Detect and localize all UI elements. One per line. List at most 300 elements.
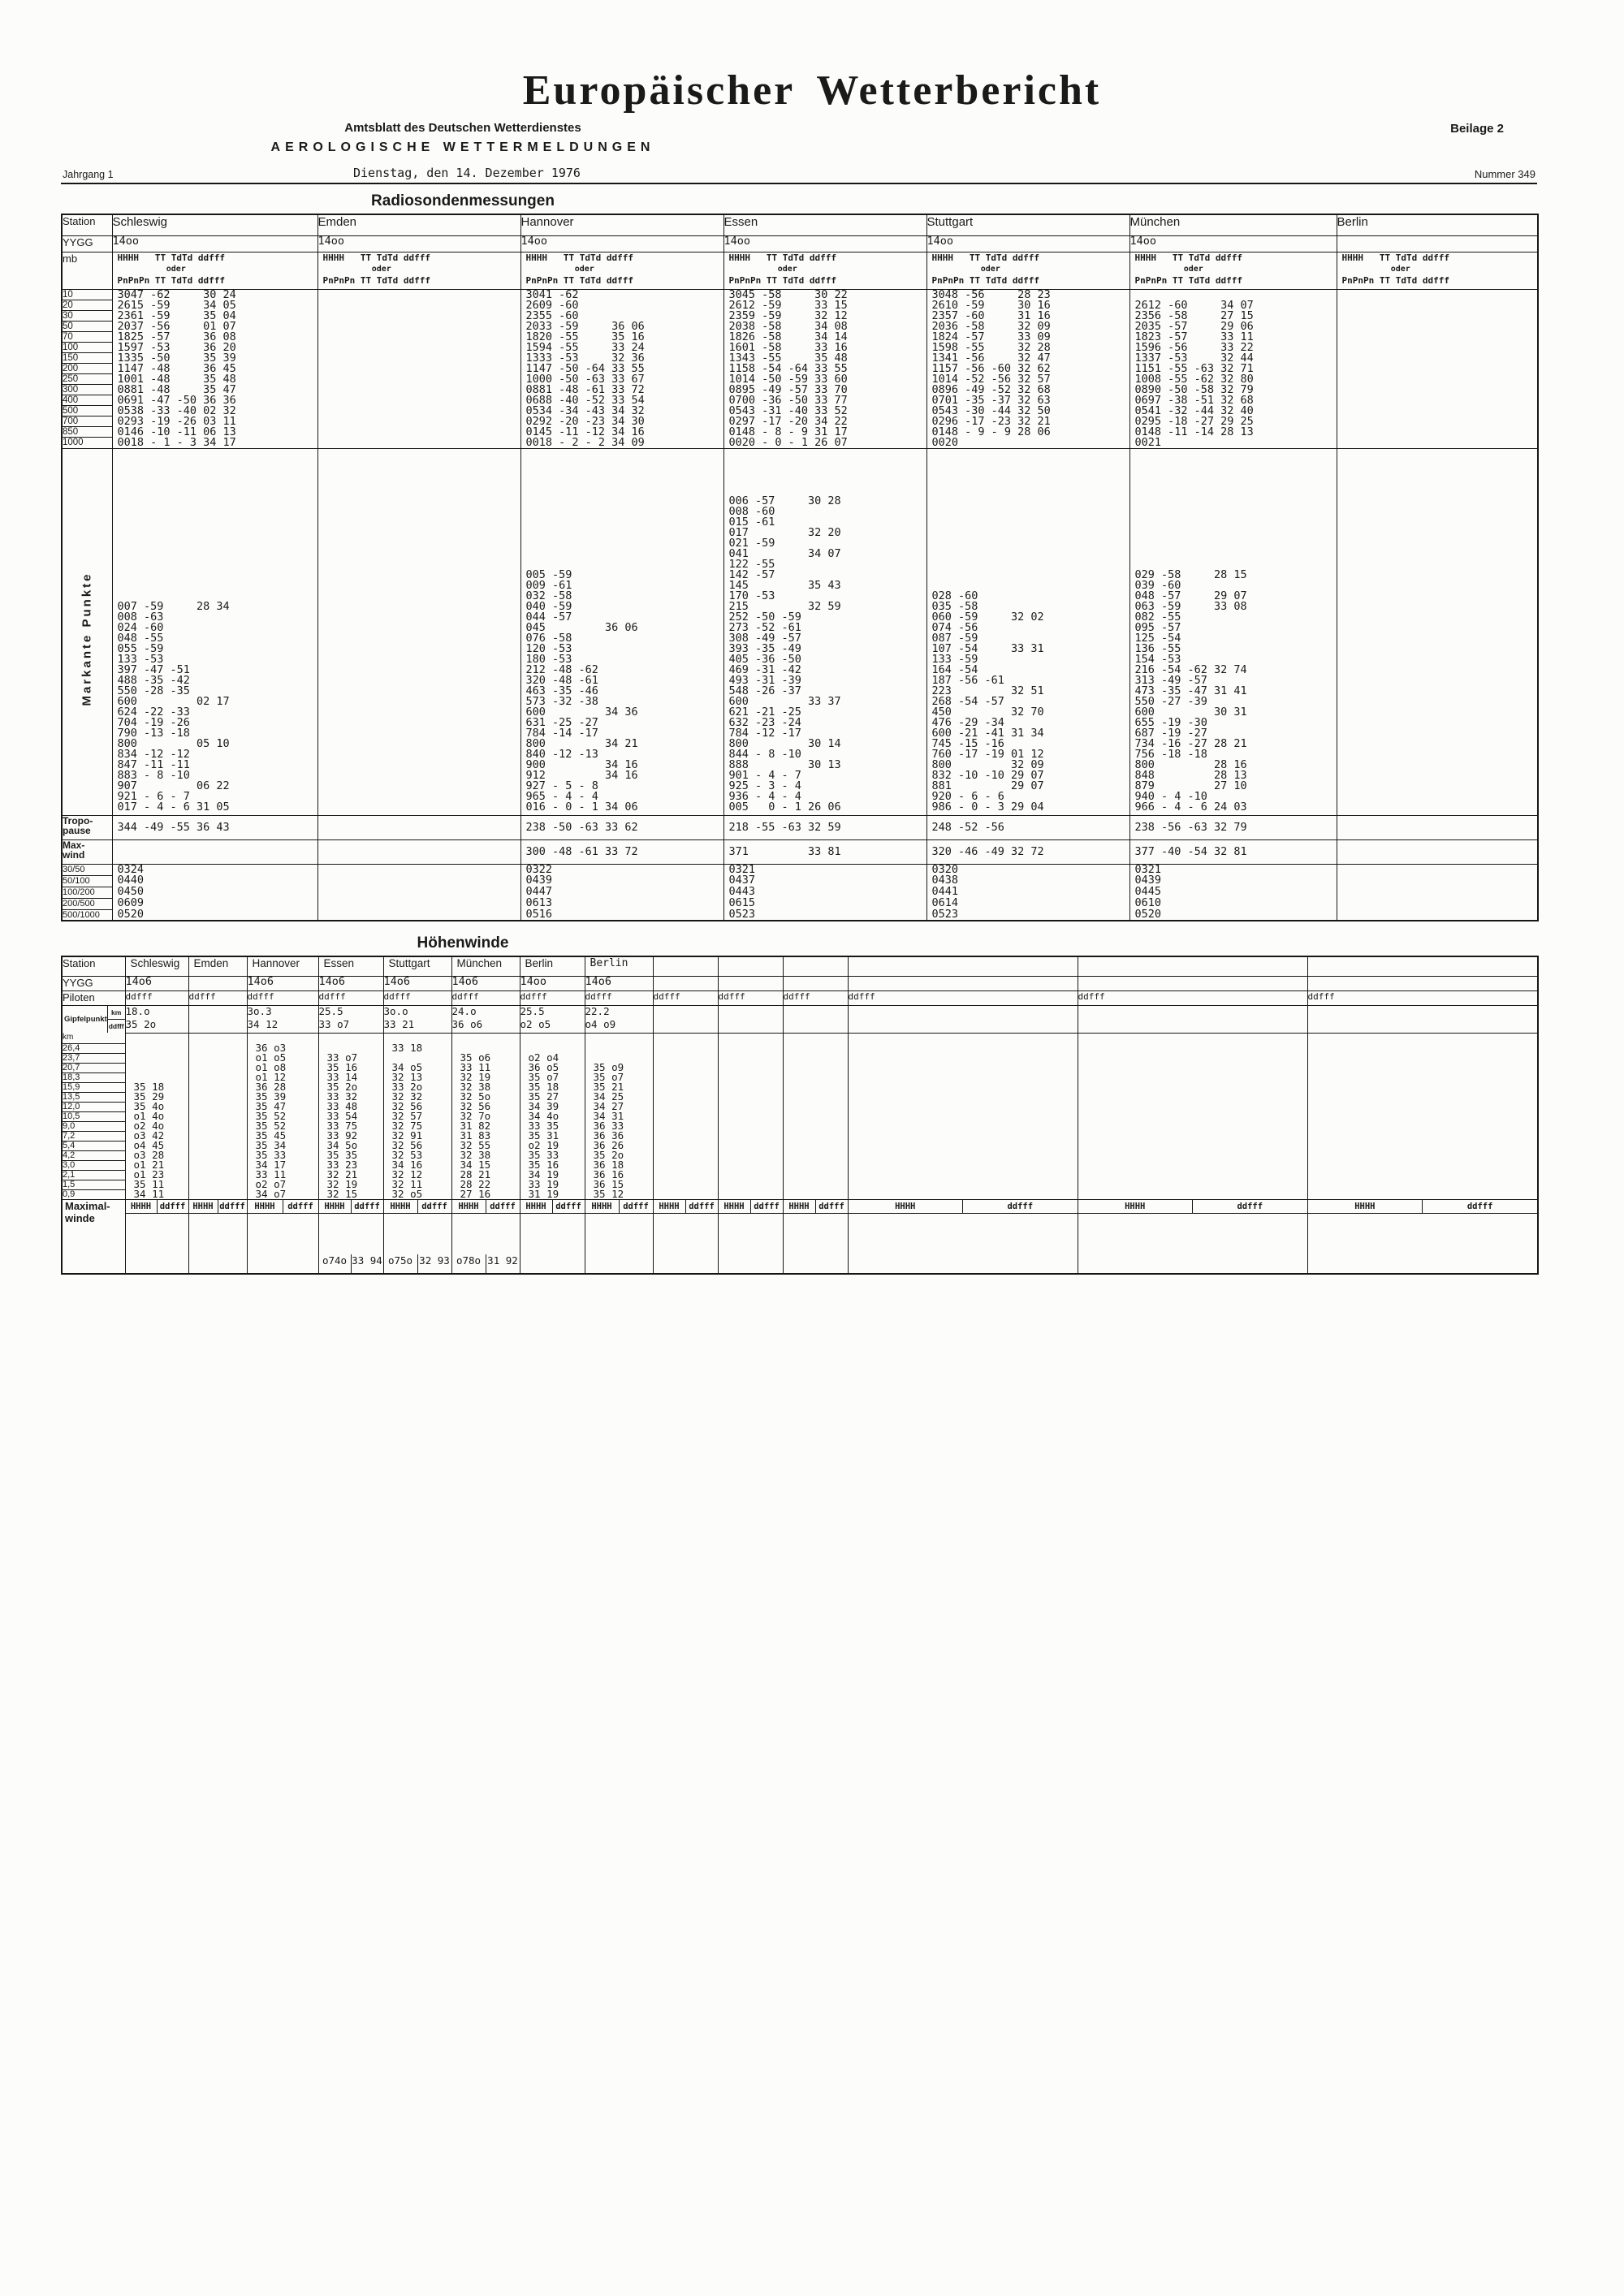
- km-row: [62, 1063, 1538, 1072]
- header-line-oder: oder: [931, 264, 1000, 274]
- wind-cell: [783, 1131, 848, 1141]
- shear-cell: 0440: [112, 875, 317, 887]
- markante-line: 393 -35 -49: [728, 641, 801, 655]
- markante-line: 883 - 8 -10: [117, 768, 190, 782]
- gipfel-km-value: [718, 1005, 783, 1019]
- wind-cell: [653, 1131, 718, 1141]
- sounding-cell: 0296 -17 -23 32 21: [926, 416, 1129, 427]
- pressure-row: [62, 289, 1538, 300]
- maximal-ddfff-label: ddfff: [417, 1200, 451, 1213]
- sounding-cell: 0697 -38 -51 32 68: [1129, 395, 1337, 406]
- markante-line: 082 -55: [1134, 610, 1181, 624]
- markante-line: 888 30 13: [728, 757, 841, 771]
- maxwind-cell: 300 -48 -61 33 72: [520, 839, 723, 864]
- hw-yygg-value: 14o6: [125, 976, 188, 990]
- maximal-ddfff-label: ddfff: [552, 1200, 585, 1213]
- column-header: [1129, 252, 1337, 289]
- subtitle-block: [57, 121, 869, 155]
- wind-cell: [653, 1053, 718, 1063]
- piloten-header: ddfff: [247, 990, 318, 1005]
- wind-cell: [718, 1131, 783, 1141]
- markante-line: 008 -63: [117, 610, 164, 624]
- header-line-2: PnPnPn TT TdTd ddfff: [322, 274, 430, 286]
- markante-line: 800 30 14: [728, 736, 841, 750]
- maximal-hhhh-label: HHHH: [659, 1202, 680, 1211]
- markante-line: 009 -61: [525, 578, 572, 592]
- wind-cell: [718, 1092, 783, 1102]
- piloten-header: ddfff: [1307, 990, 1538, 1005]
- sounding-cell: 1014 -50 -59 33 60: [723, 374, 926, 385]
- gipfel-ddfff-value: o2 o5: [520, 1019, 585, 1033]
- pressure-row: [62, 427, 1538, 438]
- sounding-cell: [1337, 374, 1538, 385]
- maximal-hhhh-label: HHHH: [788, 1202, 810, 1211]
- maximal-value-cell: [247, 1214, 318, 1274]
- km-row: [62, 1180, 1538, 1189]
- pressure-level: 300: [62, 385, 112, 395]
- sounding-cell: 1594 -55 33 24: [520, 343, 723, 353]
- header-line-1: HHHH TT TdTd ddfff: [525, 252, 633, 263]
- wind-cell: 32 55: [451, 1141, 520, 1150]
- wind-cell: 36 15: [585, 1180, 653, 1189]
- maximal-header-pair: [1308, 1200, 1538, 1213]
- markante-line: 760 -17 -19 01 12: [931, 747, 1044, 761]
- sounding-cell: [317, 300, 520, 311]
- wind-cell: [1078, 1180, 1307, 1189]
- wind-cell: [653, 1121, 718, 1131]
- maxwind-cell: [317, 839, 520, 864]
- sounding-cell: 0541 -32 -44 32 40: [1129, 406, 1337, 416]
- km-row: [62, 1092, 1538, 1102]
- km-level: 3,0: [62, 1160, 125, 1170]
- header-line-2: PnPnPn TT TdTd ddfff: [117, 274, 225, 286]
- hw-yygg-value: [1078, 976, 1307, 990]
- km-header-spacer: [451, 1033, 520, 1043]
- km-row: [62, 1189, 1538, 1200]
- gipfelpunkt-km-row: [62, 1005, 1538, 1019]
- wind-cell: 35 12: [585, 1189, 653, 1200]
- wind-cell: [1078, 1043, 1307, 1053]
- sounding-cell: [317, 374, 520, 385]
- wind-cell: [188, 1082, 247, 1092]
- pressure-row: [62, 322, 1538, 332]
- wind-cell: 35 27: [520, 1092, 585, 1102]
- markante-cell: [520, 448, 723, 815]
- markante-line: 133 -59: [931, 652, 978, 666]
- maximal-ddfff-value: 31 92: [486, 1254, 520, 1273]
- markante-line: 450 32 70: [931, 705, 1044, 719]
- jahrgang-value: 1: [107, 169, 114, 180]
- maximal-header-pair: [319, 1200, 383, 1213]
- gipfelpunkt-label: [62, 1005, 125, 1033]
- gipfel-ddfff-value: 34 12: [247, 1019, 318, 1033]
- wind-cell: 33 o7: [318, 1053, 383, 1063]
- wind-cell: [125, 1072, 188, 1082]
- sounding-cell: 0543 -31 -40 33 52: [723, 406, 926, 416]
- shear-cell: 0320: [926, 864, 1129, 875]
- mb-label: mb: [62, 252, 112, 289]
- hw-yygg-value: 14o6: [451, 976, 520, 990]
- maximal-hhhh-value: o75o: [387, 1254, 413, 1267]
- markante-cell: [317, 448, 520, 815]
- sounding-cell: [317, 311, 520, 322]
- wind-cell: [848, 1121, 1078, 1131]
- sounding-cell: [317, 343, 520, 353]
- wind-cell: 35 o7: [520, 1072, 585, 1082]
- header-line-oder: oder: [525, 264, 594, 274]
- markante-line: 847 -11 -11: [117, 757, 190, 771]
- sounding-cell: [1337, 332, 1538, 343]
- sounding-cell: 2612 -60 34 07: [1129, 300, 1337, 311]
- markante-line: 164 -54: [931, 662, 978, 676]
- wind-cell: 33 75: [318, 1121, 383, 1131]
- wind-cell: [848, 1160, 1078, 1170]
- wind-cell: [188, 1072, 247, 1082]
- maximal-ddfff-label: ddfff: [486, 1200, 520, 1213]
- sounding-cell: 0148 - 8 - 9 31 17: [723, 427, 926, 438]
- beilage-note: Beilage 2: [1450, 122, 1504, 136]
- station-name: Berlin: [1337, 214, 1538, 235]
- pressure-level: 400: [62, 395, 112, 406]
- markante-line: 784 -14 -17: [525, 726, 598, 740]
- gipfel-ddfff-value: [188, 1019, 247, 1033]
- maximal-label: [62, 1200, 125, 1274]
- wind-cell: [1078, 1111, 1307, 1121]
- wind-cell: 34 5o: [318, 1141, 383, 1150]
- wind-cell: o2 4o: [125, 1121, 188, 1131]
- wind-cell: 35 52: [247, 1111, 318, 1121]
- maximal-ddfff-label: ddfff: [962, 1200, 1078, 1213]
- wind-cell: 32 7o: [451, 1111, 520, 1121]
- wind-cell: 33 2o: [383, 1082, 451, 1092]
- maximal-header-row: [62, 1200, 1538, 1214]
- piloten-header: ddfff: [848, 990, 1078, 1005]
- km-level: 18,3: [62, 1072, 125, 1082]
- markante-line: 006 -57 30 28: [728, 494, 841, 507]
- station-name: Schleswig: [112, 214, 317, 235]
- issue-line: [61, 163, 1537, 184]
- maximal-header-pair: [1078, 1200, 1307, 1213]
- wind-cell: [653, 1150, 718, 1160]
- shear-row: [62, 864, 1538, 875]
- km-level: 23,7: [62, 1053, 125, 1063]
- wind-cell: 27 16: [451, 1189, 520, 1200]
- wind-cell: 34 16: [383, 1160, 451, 1170]
- wind-cell: [653, 1141, 718, 1150]
- sounding-cell: [317, 289, 520, 300]
- sounding-cell: [317, 416, 520, 427]
- maximal-hhhh-label: HHHH: [895, 1202, 916, 1211]
- wind-cell: 35 35: [318, 1150, 383, 1160]
- radiosonde-section-title: Radiosondenmessungen: [371, 192, 555, 209]
- wind-cell: 33 35: [520, 1121, 585, 1131]
- piloten-header: ddfff: [188, 990, 247, 1005]
- markante-line: 624 -22 -33: [117, 705, 190, 719]
- wind-cell: [188, 1141, 247, 1150]
- piloten-header: ddfff: [783, 990, 848, 1005]
- tropopause-label-line: pause: [63, 824, 91, 836]
- markante-line: 397 -47 -51: [117, 662, 190, 676]
- wind-cell: 35 o7: [585, 1072, 653, 1082]
- hw-station-name: Berlin: [585, 956, 653, 976]
- gipfel-km-value: 3o.3: [247, 1005, 318, 1019]
- sounding-cell: 1147 -50 -64 33 55: [520, 364, 723, 374]
- markante-line: 901 - 4 - 7: [728, 768, 801, 782]
- maximal-label-line: winde: [65, 1212, 95, 1224]
- maximal-header-pair: [248, 1200, 318, 1213]
- wind-cell: 35 11: [125, 1180, 188, 1189]
- gipfel-ddfff-value: [848, 1019, 1078, 1033]
- sounding-cell: 1824 -57 33 09: [926, 332, 1129, 343]
- gipfel-km-value: 3o.o: [383, 1005, 451, 1019]
- wind-cell: 33 11: [247, 1170, 318, 1180]
- wind-cell: 32 15: [318, 1189, 383, 1200]
- wind-cell: [848, 1053, 1078, 1063]
- wind-cell: [1078, 1063, 1307, 1072]
- maximal-header-cell: [125, 1200, 188, 1214]
- markante-line: 493 -31 -39: [728, 673, 801, 687]
- maximal-header-cell: [653, 1200, 718, 1214]
- maximal-hhhh-label: HHHH: [591, 1202, 612, 1211]
- yygg-value: 14oo: [520, 235, 723, 252]
- header-line-2: PnPnPn TT TdTd ddfff: [728, 274, 836, 286]
- wind-cell: [318, 1043, 383, 1053]
- wind-cell: 32 19: [451, 1072, 520, 1082]
- wind-cell: 35 52: [247, 1121, 318, 1131]
- column-header-row: [62, 252, 1538, 289]
- markante-line: 107 -54 33 31: [931, 641, 1044, 655]
- piloten-header: ddfff: [585, 990, 653, 1005]
- gipfel-km-value: [653, 1005, 718, 1019]
- wind-cell: [718, 1082, 783, 1092]
- wind-cell: [1078, 1189, 1307, 1200]
- maximal-header-pair: [654, 1200, 718, 1213]
- shear-cell: 0520: [1129, 909, 1337, 921]
- wind-cell: [718, 1111, 783, 1121]
- wind-cell: 34 o7: [247, 1189, 318, 1200]
- wind-cell: 34 o5: [383, 1063, 451, 1072]
- wind-cell: [188, 1111, 247, 1121]
- tropopause-cell: 238 -56 -63 32 79: [1129, 815, 1337, 839]
- pressure-level: 250: [62, 374, 112, 385]
- pressure-row: [62, 343, 1538, 353]
- piloten-header: ddfff: [653, 990, 718, 1005]
- wind-cell: [1307, 1082, 1538, 1092]
- wind-cell: [783, 1043, 848, 1053]
- maximal-value-cell: [848, 1214, 1078, 1274]
- header-line-oder: oder: [728, 264, 797, 274]
- wind-cell: [1307, 1141, 1538, 1150]
- maximal-values-row: [62, 1214, 1538, 1274]
- markante-line: 125 -54: [1134, 631, 1181, 645]
- wind-cell: [188, 1043, 247, 1053]
- wind-cell: [783, 1170, 848, 1180]
- wind-cell: [848, 1063, 1078, 1072]
- column-header: [926, 252, 1129, 289]
- markante-cell: [112, 448, 317, 815]
- wind-cell: [718, 1043, 783, 1053]
- wind-cell: [1307, 1170, 1538, 1180]
- wind-cell: 35 45: [247, 1131, 318, 1141]
- markante-line: 041 34 07: [728, 546, 841, 560]
- piloten-header: ddfff: [125, 990, 188, 1005]
- sounding-cell: 3048 -56 28 23: [926, 289, 1129, 300]
- maxwind-cell: 371 33 81: [723, 839, 926, 864]
- sounding-cell: 1151 -55 -63 32 71: [1129, 364, 1337, 374]
- markante-line: 936 - 4 - 4: [728, 789, 801, 803]
- km-row: [62, 1043, 1538, 1053]
- jahrgang-label: [63, 169, 114, 180]
- markante-line: 320 -48 -61: [525, 673, 598, 687]
- maximal-ddfff-label: ddfff: [750, 1200, 783, 1213]
- wind-cell: 32 11: [383, 1180, 451, 1189]
- km-level: 5,4: [62, 1141, 125, 1150]
- markante-line: 048 -57 29 07: [1134, 589, 1247, 602]
- pressure-level: 50: [62, 322, 112, 332]
- markante-line: 848 28 13: [1134, 768, 1247, 782]
- km-header-spacer: [1307, 1033, 1538, 1043]
- wind-cell: [848, 1150, 1078, 1160]
- wind-cell: [653, 1189, 718, 1200]
- shear-cell: [1337, 864, 1538, 875]
- km-level: 26,4: [62, 1043, 125, 1053]
- gipfel-ddfff-value: [1078, 1019, 1307, 1033]
- wind-cell: [783, 1160, 848, 1170]
- wind-cell: o3 28: [125, 1150, 188, 1160]
- wind-cell: [718, 1102, 783, 1111]
- header-line-1: HHHH TT TdTd ddfff: [322, 252, 430, 263]
- gipfel-km-value: 25.5: [520, 1005, 585, 1019]
- maximal-ddfff-value: 32 93: [417, 1254, 451, 1273]
- wind-cell: 32 o5: [383, 1189, 451, 1200]
- sounding-cell: [317, 385, 520, 395]
- maximal-hhhh-label: HHHH: [525, 1202, 546, 1211]
- wind-cell: 35 34: [247, 1141, 318, 1150]
- maximal-value-cell: [653, 1214, 718, 1274]
- gipfel-km-value: 22.2: [585, 1005, 653, 1019]
- markante-line: 216 -54 -62 32 74: [1134, 662, 1247, 676]
- shear-level: 500/1000: [62, 909, 112, 921]
- maximal-hhhh-value: o78o: [456, 1254, 482, 1267]
- sounding-cell: 0881 -48 35 47: [112, 385, 317, 395]
- station-name: Essen: [723, 214, 926, 235]
- wind-cell: 32 56: [383, 1102, 451, 1111]
- km-row: [62, 1150, 1538, 1160]
- pressure-level: 1000: [62, 438, 112, 449]
- wind-cell: [783, 1092, 848, 1102]
- hw-yygg-value: 14o6: [585, 976, 653, 990]
- markante-line: 734 -16 -27 28 21: [1134, 736, 1247, 750]
- column-header: [317, 252, 520, 289]
- km-level: 4,2: [62, 1150, 125, 1160]
- wind-cell: 34 17: [247, 1160, 318, 1170]
- tropopause-cell: 344 -49 -55 36 43: [112, 815, 317, 839]
- pressure-level: 70: [62, 332, 112, 343]
- station-label: Station: [62, 214, 112, 235]
- wind-cell: [1307, 1053, 1538, 1063]
- yygg-label: YYGG: [62, 235, 112, 252]
- shear-cell: 0441: [926, 887, 1129, 898]
- column-header: [112, 252, 317, 289]
- shear-cell: 0321: [723, 864, 926, 875]
- maximal-ddfff-label: ddfff: [619, 1200, 653, 1213]
- gipfel-ddfff-value: 33 21: [383, 1019, 451, 1033]
- sounding-cell: 1601 -58 33 16: [723, 343, 926, 353]
- wind-cell: [783, 1072, 848, 1082]
- sounding-cell: 0538 -33 -40 02 32: [112, 406, 317, 416]
- maxwind-label-line: Max-: [63, 839, 85, 851]
- sounding-cell: 1008 -55 -62 32 80: [1129, 374, 1337, 385]
- wind-cell: [1078, 1102, 1307, 1111]
- column-header: [1337, 252, 1538, 289]
- maximal-ddfff-label: ddfff: [218, 1200, 247, 1213]
- pressure-row: [62, 416, 1538, 427]
- pressure-level: 700: [62, 416, 112, 427]
- wind-cell: [1078, 1053, 1307, 1063]
- wind-cell: o2 o4: [520, 1053, 585, 1063]
- yygg-value: 14oo: [112, 235, 317, 252]
- markante-line: 187 -56 -61: [931, 673, 1004, 687]
- pressure-row: [62, 364, 1538, 374]
- maximal-ddfff-label: ddfff: [815, 1200, 848, 1213]
- yygg-row: [62, 235, 1538, 252]
- tropopause-cell: 238 -50 -63 33 62: [520, 815, 723, 839]
- wind-cell: [1307, 1092, 1538, 1102]
- markante-line: 704 -19 -26: [117, 715, 190, 729]
- markante-line: 927 - 5 - 8: [525, 779, 598, 792]
- markante-line: 548 -26 -37: [728, 684, 801, 697]
- shear-cell: 0609: [112, 898, 317, 909]
- markante-line: 600 30 31: [1134, 705, 1247, 719]
- nummer-value: 349: [1518, 168, 1535, 180]
- maximal-ddfff-label: ddfff: [1192, 1200, 1307, 1213]
- markante-line: 476 -29 -34: [931, 715, 1004, 729]
- header-line-1: HHHH TT TdTd ddfff: [728, 252, 836, 263]
- maximal-value-cell: [383, 1214, 451, 1274]
- shear-cell: 0322: [520, 864, 723, 875]
- sounding-cell: [1129, 289, 1337, 300]
- wind-cell: [783, 1150, 848, 1160]
- wind-cell: 28 22: [451, 1180, 520, 1189]
- markante-line: 313 -49 -57: [1134, 673, 1207, 687]
- markante-line: 045 36 06: [525, 620, 638, 634]
- wind-cell: o1 o8: [247, 1063, 318, 1072]
- km-header-spacer: [1078, 1033, 1307, 1043]
- gipfel-km-value: [1078, 1005, 1307, 1019]
- wind-cell: 32 91: [383, 1131, 451, 1141]
- station-name: Hannover: [520, 214, 723, 235]
- maximal-hhhh-label: HHHH: [1125, 1202, 1146, 1211]
- shear-cell: 0610: [1129, 898, 1337, 909]
- sounding-cell: 1157 -56 -60 32 62: [926, 364, 1129, 374]
- wind-cell: [1307, 1131, 1538, 1141]
- sounding-cell: 1147 -48 36 45: [112, 364, 317, 374]
- sounding-cell: 2609 -60: [520, 300, 723, 311]
- pressure-level: 850: [62, 427, 112, 438]
- markante-line: 017 - 4 - 6 31 05: [117, 800, 230, 814]
- pressure-row: [62, 332, 1538, 343]
- piloten-header: ddfff: [1078, 990, 1307, 1005]
- km-level: 2,1: [62, 1170, 125, 1180]
- piloten-header: ddfff: [718, 990, 783, 1005]
- hw-station-name: Berlin: [520, 956, 585, 976]
- header-line-1: HHHH TT TdTd ddfff: [1341, 252, 1449, 263]
- pressure-row: [62, 353, 1538, 364]
- maximal-header-pair: [520, 1200, 585, 1213]
- yygg-value: [1337, 235, 1538, 252]
- pressure-level: 100: [62, 343, 112, 353]
- sounding-cell: 2037 -56 01 07: [112, 322, 317, 332]
